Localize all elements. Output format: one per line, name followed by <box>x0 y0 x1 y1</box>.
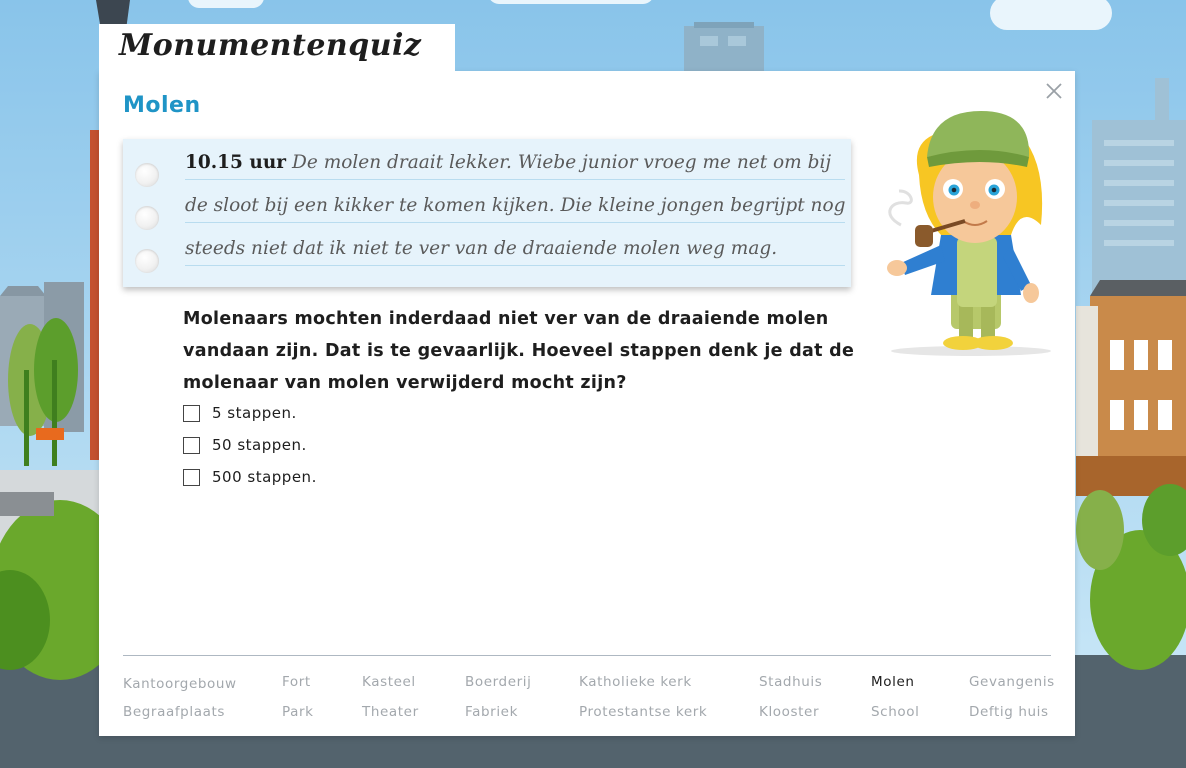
nav-link-stadhuis[interactable]: Stadhuis <box>759 674 823 690</box>
section-title: Molen <box>123 93 201 118</box>
nav-link-molen[interactable]: Molen <box>871 674 915 690</box>
note-body: De molen draait lekker. Wiebe junior vroeg me net om bij de sloot bij een kikker te komen kijken. Die kleine jongen begrijpt nog steeds niet dat ik niet te ver van de draaiende molen weg mag. <box>185 152 846 259</box>
note-hole <box>135 163 159 187</box>
note-hole <box>135 249 159 273</box>
answer-label: 500 stappen. <box>212 468 317 486</box>
nav-link-theater[interactable]: Theater <box>362 704 419 720</box>
nav-link-kasteel[interactable]: Kasteel <box>362 674 416 690</box>
answer-label: 50 stappen. <box>212 436 307 454</box>
quiz-title: Monumentenquiz <box>119 28 422 63</box>
answer-checkbox[interactable] <box>183 405 200 422</box>
diary-note <box>123 139 851 287</box>
note-text-block <box>185 141 847 270</box>
nav-divider <box>123 655 1051 656</box>
question-text: Molenaars mochten inderdaad niet ver van de draaiende molen vandaan zijn. Dat is te gevaarlijk. Hoeveel stappen denk je dat de molenaar van molen verwijderd mocht zijn? <box>183 309 855 393</box>
nav-link-boerderij[interactable]: Boerderij <box>465 674 532 690</box>
close-icon[interactable] <box>1044 81 1064 101</box>
quiz-title-tab <box>99 24 455 72</box>
nav-link-protestantse-kerk[interactable]: Protestantse kerk <box>579 704 708 720</box>
answer-option-1[interactable] <box>183 403 297 423</box>
nav-link-deftig-huis[interactable]: Deftig huis <box>969 704 1049 720</box>
answer-checkbox[interactable] <box>183 469 200 486</box>
answer-option-2[interactable] <box>183 435 307 455</box>
answer-option-3[interactable] <box>183 467 317 487</box>
nav-link-begraafplaats[interactable]: Begraafplaats <box>123 704 225 720</box>
nav-link-park[interactable]: Park <box>282 704 314 720</box>
nav-link-katholieke-kerk[interactable]: Katholieke kerk <box>579 674 692 690</box>
note-time: 10.15 uur <box>185 152 287 173</box>
nav-link-school[interactable]: School <box>871 704 920 720</box>
nav-link-fabriek[interactable]: Fabriek <box>465 704 518 720</box>
miller-character-illustration <box>871 105 1071 357</box>
nav-link-klooster[interactable]: Klooster <box>759 704 820 720</box>
quiz-panel <box>99 71 1075 736</box>
note-hole <box>135 206 159 230</box>
answer-label: 5 stappen. <box>212 404 297 422</box>
nav-link-gevangenis[interactable]: Gevangenis <box>969 674 1055 690</box>
nav-link-fort[interactable]: Fort <box>282 674 311 690</box>
nav-link-kantoorgebouw[interactable]: Kantoorgebouw <box>123 676 237 692</box>
answer-checkbox[interactable] <box>183 437 200 454</box>
